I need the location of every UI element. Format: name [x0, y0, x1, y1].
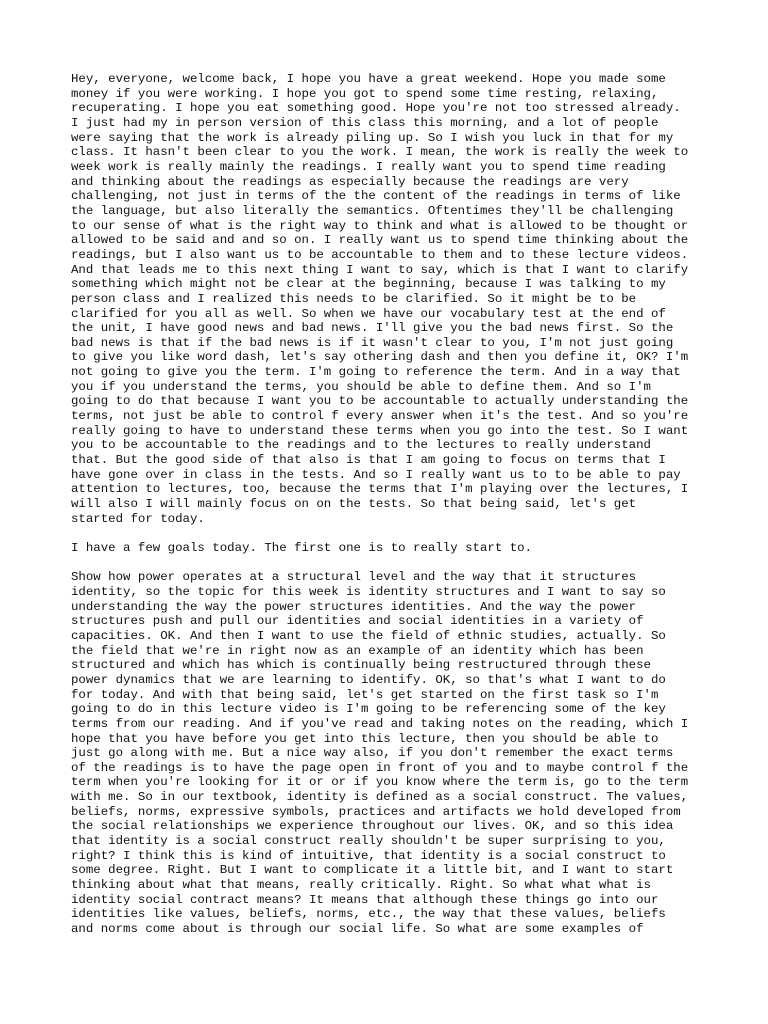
text-line: person class and I realized this needs to be clarified. So it might be to be — [71, 291, 637, 306]
text-line: to give you like word dash, let's say othering dash and then you define it, OK? I'm — [71, 350, 689, 365]
text-line: understanding the way the power structures identities. And the way the power — [71, 599, 637, 614]
text-line: and thinking about the readings as especially because the readings are very — [71, 174, 629, 189]
text-line: really going to have to understand these terms when you go into the test. So I want — [71, 423, 689, 438]
text-line: week work is really mainly the readings. I really want you to spend time reading — [71, 159, 666, 174]
text-line: bad news is that if the bad news is if it wasn't clear to you, I'm not just going — [71, 335, 674, 350]
text-line: will also I will mainly focus on on the tests. So that being said, let's get — [71, 497, 637, 512]
text-line: Hey, everyone, welcome back, I hope you have a great weekend. Hope you made some — [71, 72, 666, 86]
text-line: capacities. OK. And then I want to use the field of ethnic studies, actually. So — [71, 628, 666, 643]
paragraph-3 — [71, 570, 711, 936]
text-line: you to be accountable to the readings and to the lectures to really understand — [71, 438, 651, 453]
text-line: were saying that the work is already piling up. So I wish you luck in that for my — [71, 130, 674, 145]
text-line: going to do that because I want you to be accountable to actually understanding the — [71, 394, 689, 409]
text-line: money if you were working. I hope you got to spend some time resting, relaxing, — [71, 86, 659, 101]
text-line: not going to give you the term. I'm going to reference the term. And in a way that — [71, 365, 681, 380]
text-line: and norms come about is through our social life. So what are some examples of — [71, 922, 644, 937]
text-line: going to do in this lecture video is I'm going to be referencing some of the key — [71, 702, 666, 717]
text-line: right? I think this is kind of intuitive, that identity is a social construct to — [71, 848, 666, 863]
text-line: for today. And with that being said, let's get started on the first task so I'm — [71, 687, 659, 702]
text-line: you if you understand the terms, you should be able to define them. And so I'm — [71, 379, 651, 394]
text-line: allowed to be said and and so on. I really want us to spend time thinking about the — [71, 233, 689, 248]
text-line: clarified for you all as well. So when we have our vocabulary test at the end of — [71, 306, 666, 321]
text-line: hope that you have before you get into this lecture, then you should be able to — [71, 731, 659, 746]
paragraph-spacer — [71, 526, 711, 541]
text-line: that. But the good side of that also is that I am going to focus on terms that I — [71, 453, 666, 468]
text-line: Show how power operates at a structural level and the way that it structures — [71, 570, 637, 585]
text-line: identity, so the topic for this week is identity structures and I want to say so — [71, 584, 666, 599]
text-line: the social relationships we experience throughout our lives. OK, and so this idea — [71, 819, 674, 834]
text-line: identity social contract means? It means that although these things go into our — [71, 892, 659, 907]
text-line: the unit, I have good news and bad news. I'll give you the bad news first. So the — [71, 321, 674, 336]
text-line: of the readings is to have the page open in front of you and to maybe control f the — [71, 760, 689, 775]
text-line: to our sense of what is the right way to think and what is allowed to be thought or — [71, 218, 689, 233]
text-line: recuperating. I hope you eat something good. Hope you're not too stressed already. — [71, 101, 681, 116]
text-line: terms, not just be able to control f every answer when it's the test. And so you're — [71, 409, 689, 424]
text-line: class. It hasn't been clear to you the work. I mean, the work is really the week to — [71, 145, 689, 160]
text-line: term when you're looking for it or or if you know where the term is, go to the term — [71, 775, 689, 790]
text-line: just go along with me. But a nice way also, if you don't remember the exact terms — [71, 746, 674, 761]
text-line: I have a few goals today. The first one is to really start to. — [71, 540, 533, 555]
text-line: have gone over in class in the tests. And so I really want us to to be able to pay — [71, 467, 681, 482]
text-line: the field that we're in right now as an example of an identity which has been — [71, 643, 644, 658]
paragraph-spacer — [71, 556, 711, 571]
document-page — [71, 72, 711, 937]
text-line: with me. So in our textbook, identity is defined as a social construct. The values, — [71, 790, 689, 805]
text-line: thinking about what that means, really critically. Right. So what what what is — [71, 878, 651, 893]
text-line: that identity is a social construct really shouldn't be super surprising to you, — [71, 834, 666, 849]
text-line: challenging, not just in terms of the the content of the readings in terms of like — [71, 189, 681, 204]
paragraph-2 — [71, 541, 711, 556]
text-line: power dynamics that we are learning to identify. OK, so that's what I want to do — [71, 672, 666, 687]
text-line: the language, but also literally the semantics. Oftentimes they'll be challenging — [71, 203, 674, 218]
text-line: identities like values, beliefs, norms, etc., the way that these values, beliefs — [71, 907, 666, 922]
text-line: And that leads me to this next thing I want to say, which is that I want to clarify — [71, 262, 689, 277]
text-line: I just had my in person version of this class this morning, and a lot of people — [71, 115, 659, 130]
text-line: some degree. Right. But I want to complicate it a little bit, and I want to start — [71, 863, 674, 878]
text-line: started for today. — [71, 511, 205, 526]
text-line: beliefs, norms, expressive symbols, practices and artifacts we hold developed from — [71, 804, 681, 819]
text-line: terms from our reading. And if you've read and taking notes on the reading, which I — [71, 716, 689, 731]
text-line: something which might not be clear at the beginning, because I was talking to my — [71, 277, 666, 292]
text-line: structures push and pull our identities and social identities in a variety of — [71, 614, 644, 629]
paragraph-1 — [71, 72, 711, 526]
text-line: attention to lectures, too, because the terms that I'm playing over the lectures, I — [71, 482, 689, 497]
text-line: readings, but I also want us to be accountable to them and to these lecture videos. — [71, 247, 689, 262]
text-line: structured and which has which is continually being restructured through these — [71, 658, 651, 673]
